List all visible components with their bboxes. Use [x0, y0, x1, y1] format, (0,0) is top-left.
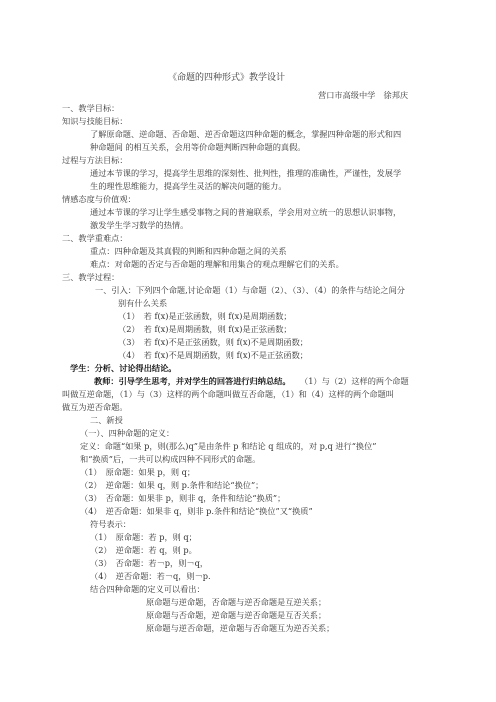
doc-line: 难点：对命题的否定与否命题的理解和用集合的观点理解它们的关系。: [90, 259, 344, 269]
doc-line: （1） 原命题：如果 p，则 q；: [80, 467, 196, 477]
doc-author: 营口市高级中学 徐邦庆: [318, 90, 409, 100]
doc-line: （2） 逆命题：如果 q，则 p.条件和结论“换位”；: [80, 480, 264, 490]
doc-line: 结合四种命题的定义可以看出：: [90, 584, 205, 594]
doc-line: （1） 原命题：若 p，则 q；: [90, 532, 197, 542]
doc-line: （4） 逆否命题：如果非 q，则非 p.条件和结论“换位”又“换质”: [80, 506, 313, 516]
doc-line: 做互为逆否命题。: [62, 402, 128, 412]
doc-line: 叫做互逆命题，（1）与（3）这样的两个命题叫做互否命题，（1）和（4）这样的两个命题叫: [62, 389, 394, 399]
doc-line: 重点：四种命题及其真假的判断和四种命题之间的关系: [90, 246, 287, 256]
doc-line: 一、教学目标：: [62, 103, 120, 113]
doc-line: 教师：引导学生思考，并对学生的回答进行归纳总结。: [94, 376, 291, 386]
doc-line: 生的理性思维能力，提高学生灵活的解决问题的能力。: [90, 181, 287, 191]
doc-line: 二、教学重难点：: [62, 233, 128, 243]
doc-line: （4） 若 f(x)不是周期函数，则 f(x)不是正弦函数；: [118, 350, 308, 360]
doc-line: 符号表示：: [90, 519, 131, 529]
doc-line: 二、新授: [90, 415, 123, 425]
doc-line: 原命题与逆否命题，逆命题与否命题互为逆否关系；: [146, 623, 335, 633]
doc-line: 三、教学过程：: [62, 272, 120, 282]
doc-line: 过程与方法目标：: [62, 155, 128, 165]
doc-line: （3） 若 f(x)不是正弦函数，则 f(x)不是周期函数；: [118, 337, 308, 347]
doc-line: 通过本节课的学习，提高学生思维的深刻性、批判性，推理的准确性，严谨性，发展学: [90, 168, 402, 178]
doc-title: 《命题的四种形式》教学设计: [168, 73, 286, 83]
doc-line: 知识与技能目标：: [62, 116, 128, 126]
doc-line: 和“换质”后，一共可以构成四种不同形式的命题。: [80, 454, 261, 464]
doc-line: 原命题与逆命题，否命题与逆否命题是互逆关系；: [146, 597, 327, 607]
doc-line: 原命题与否命题，逆命题与逆否命题是互否关系；: [146, 610, 327, 620]
doc-line: （2） 若 f(x)是周期函数，则 f(x)是正弦函数；: [118, 324, 292, 334]
doc-line: （2） 逆命题：若 q，则 p。: [90, 545, 197, 555]
doc-line: 别有什么关系: [118, 298, 168, 308]
doc-line: 一、引入：下列四个命题,讨论命题（1）与命题（2）、（3）、（4）的条件与结论之间分: [95, 285, 405, 295]
doc-line: （1） 若 f(x)是正弦函数，则 f(x)是周期函数；: [118, 311, 292, 321]
doc-line: 学生：分析、讨论得出结论。: [70, 363, 177, 373]
doc-line: （3） 否命题：如果非 p，则非 q，条件和结论“换质”；: [80, 493, 286, 503]
doc-line: 种命题间 的相互关系，会用等价命题判断四种命题的真假。: [90, 142, 306, 152]
doc-line: 定义：命题“如果 p，则(那么)q”是由条件 p 和结论 q 组成的，对 p,q 进行“换位”: [80, 441, 377, 451]
doc-line: （一）、四种命题的定义：: [80, 428, 175, 438]
doc-line: （1）与（2）这样的两个命题: [300, 376, 409, 386]
doc-line: 了解原命题、逆命题、否命题、逆否命题这四种命题的概念，掌握四种命题的形式和四: [90, 129, 402, 139]
doc-line: （4） 逆否命题：若￢q，则￢p.: [90, 571, 211, 581]
doc-line: 情感态度与价值观：: [62, 194, 136, 204]
doc-line: （3） 否命题：若￢p，则￢q，: [90, 558, 209, 568]
doc-line: 激发学生学习数学的热情。: [90, 220, 189, 230]
doc-line: 通过本节课的学习让学生感受事物之间的普遍联系，学会用对立统一的思想认识事物，: [90, 207, 402, 217]
